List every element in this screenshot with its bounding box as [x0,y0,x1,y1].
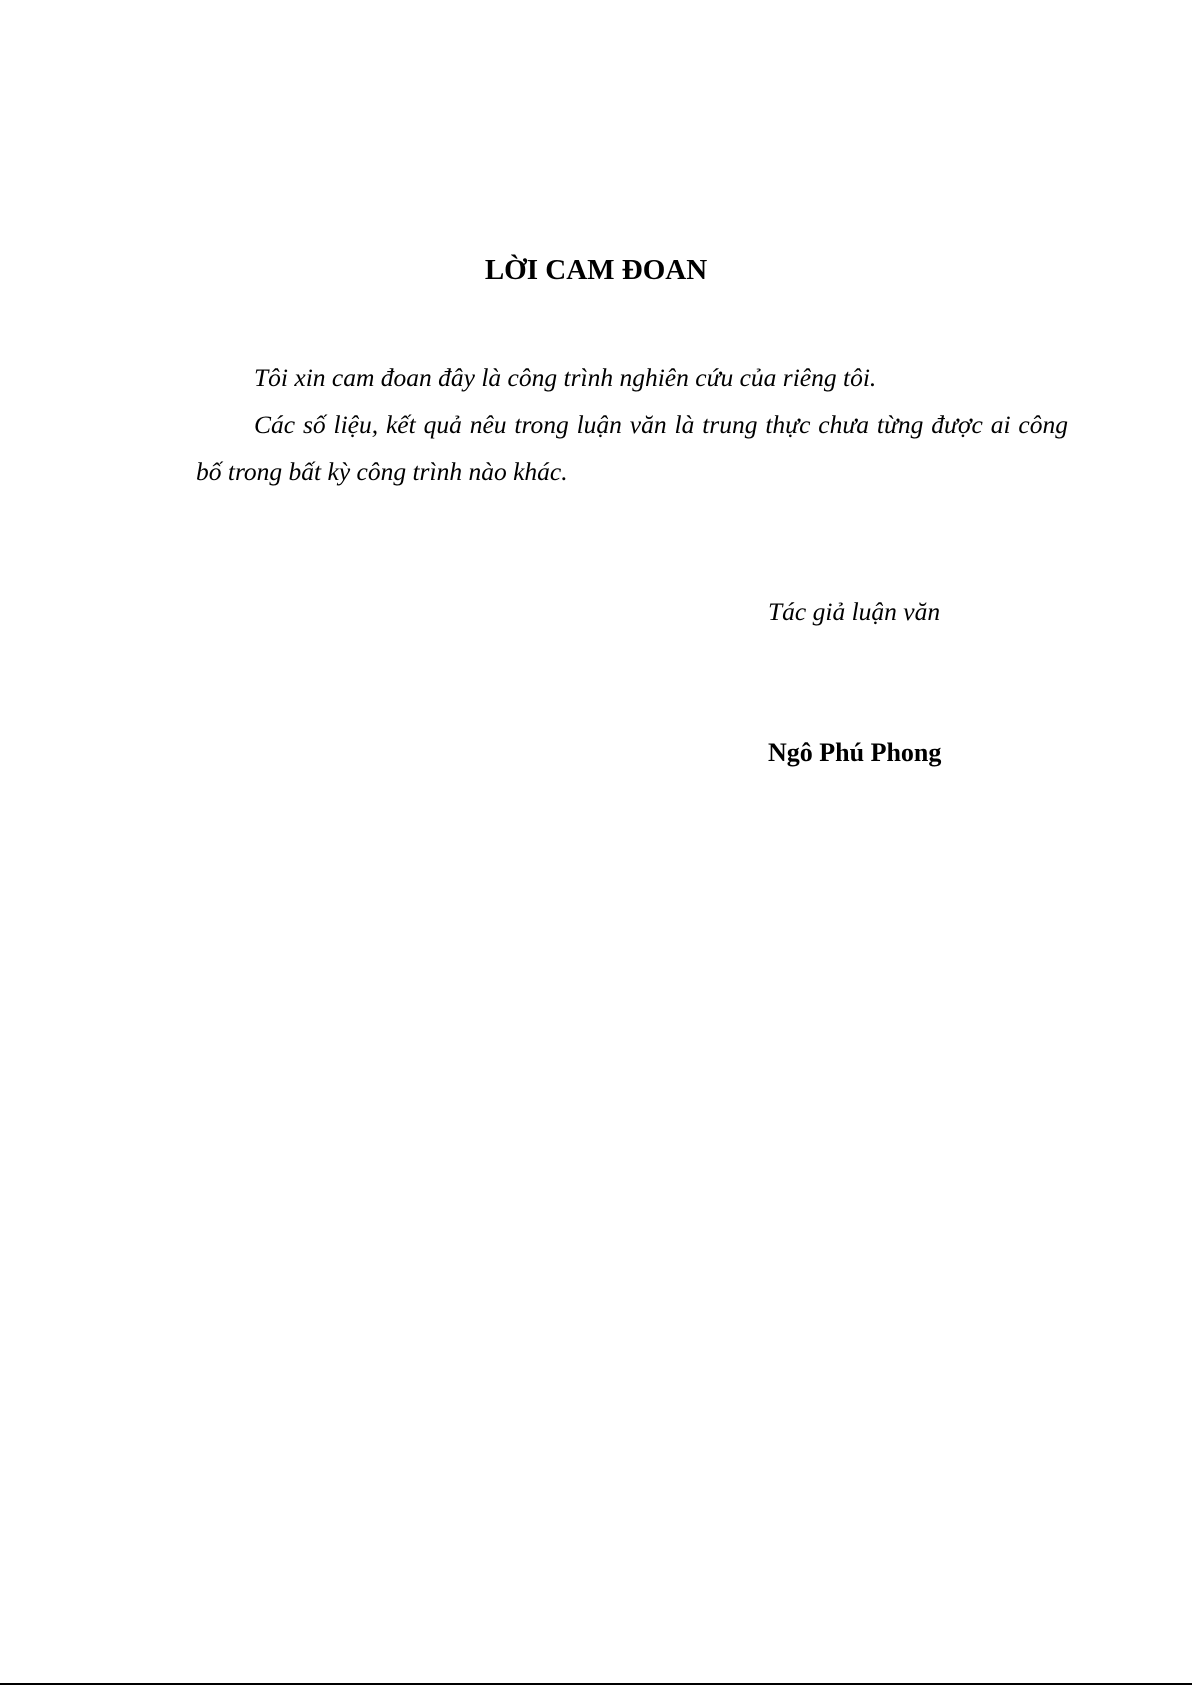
signature-name: Ngô Phú Phong [768,738,942,767]
declaration-body [196,354,1068,495]
page-title: LỜI CAM ĐOAN [484,254,708,286]
declaration-paragraph-2: Các số liệu, kết quả nêu trong luận văn là trung thực chưa từng được ai công bố trong bất kỳ công trình nào khác. [196,410,1068,486]
declaration-paragraph-1: Tôi xin cam đoan đây là công trình nghiên cứu của riêng tôi. [254,363,877,392]
signature-block [768,592,941,773]
signature-role: Tác giả luận văn [768,597,941,626]
